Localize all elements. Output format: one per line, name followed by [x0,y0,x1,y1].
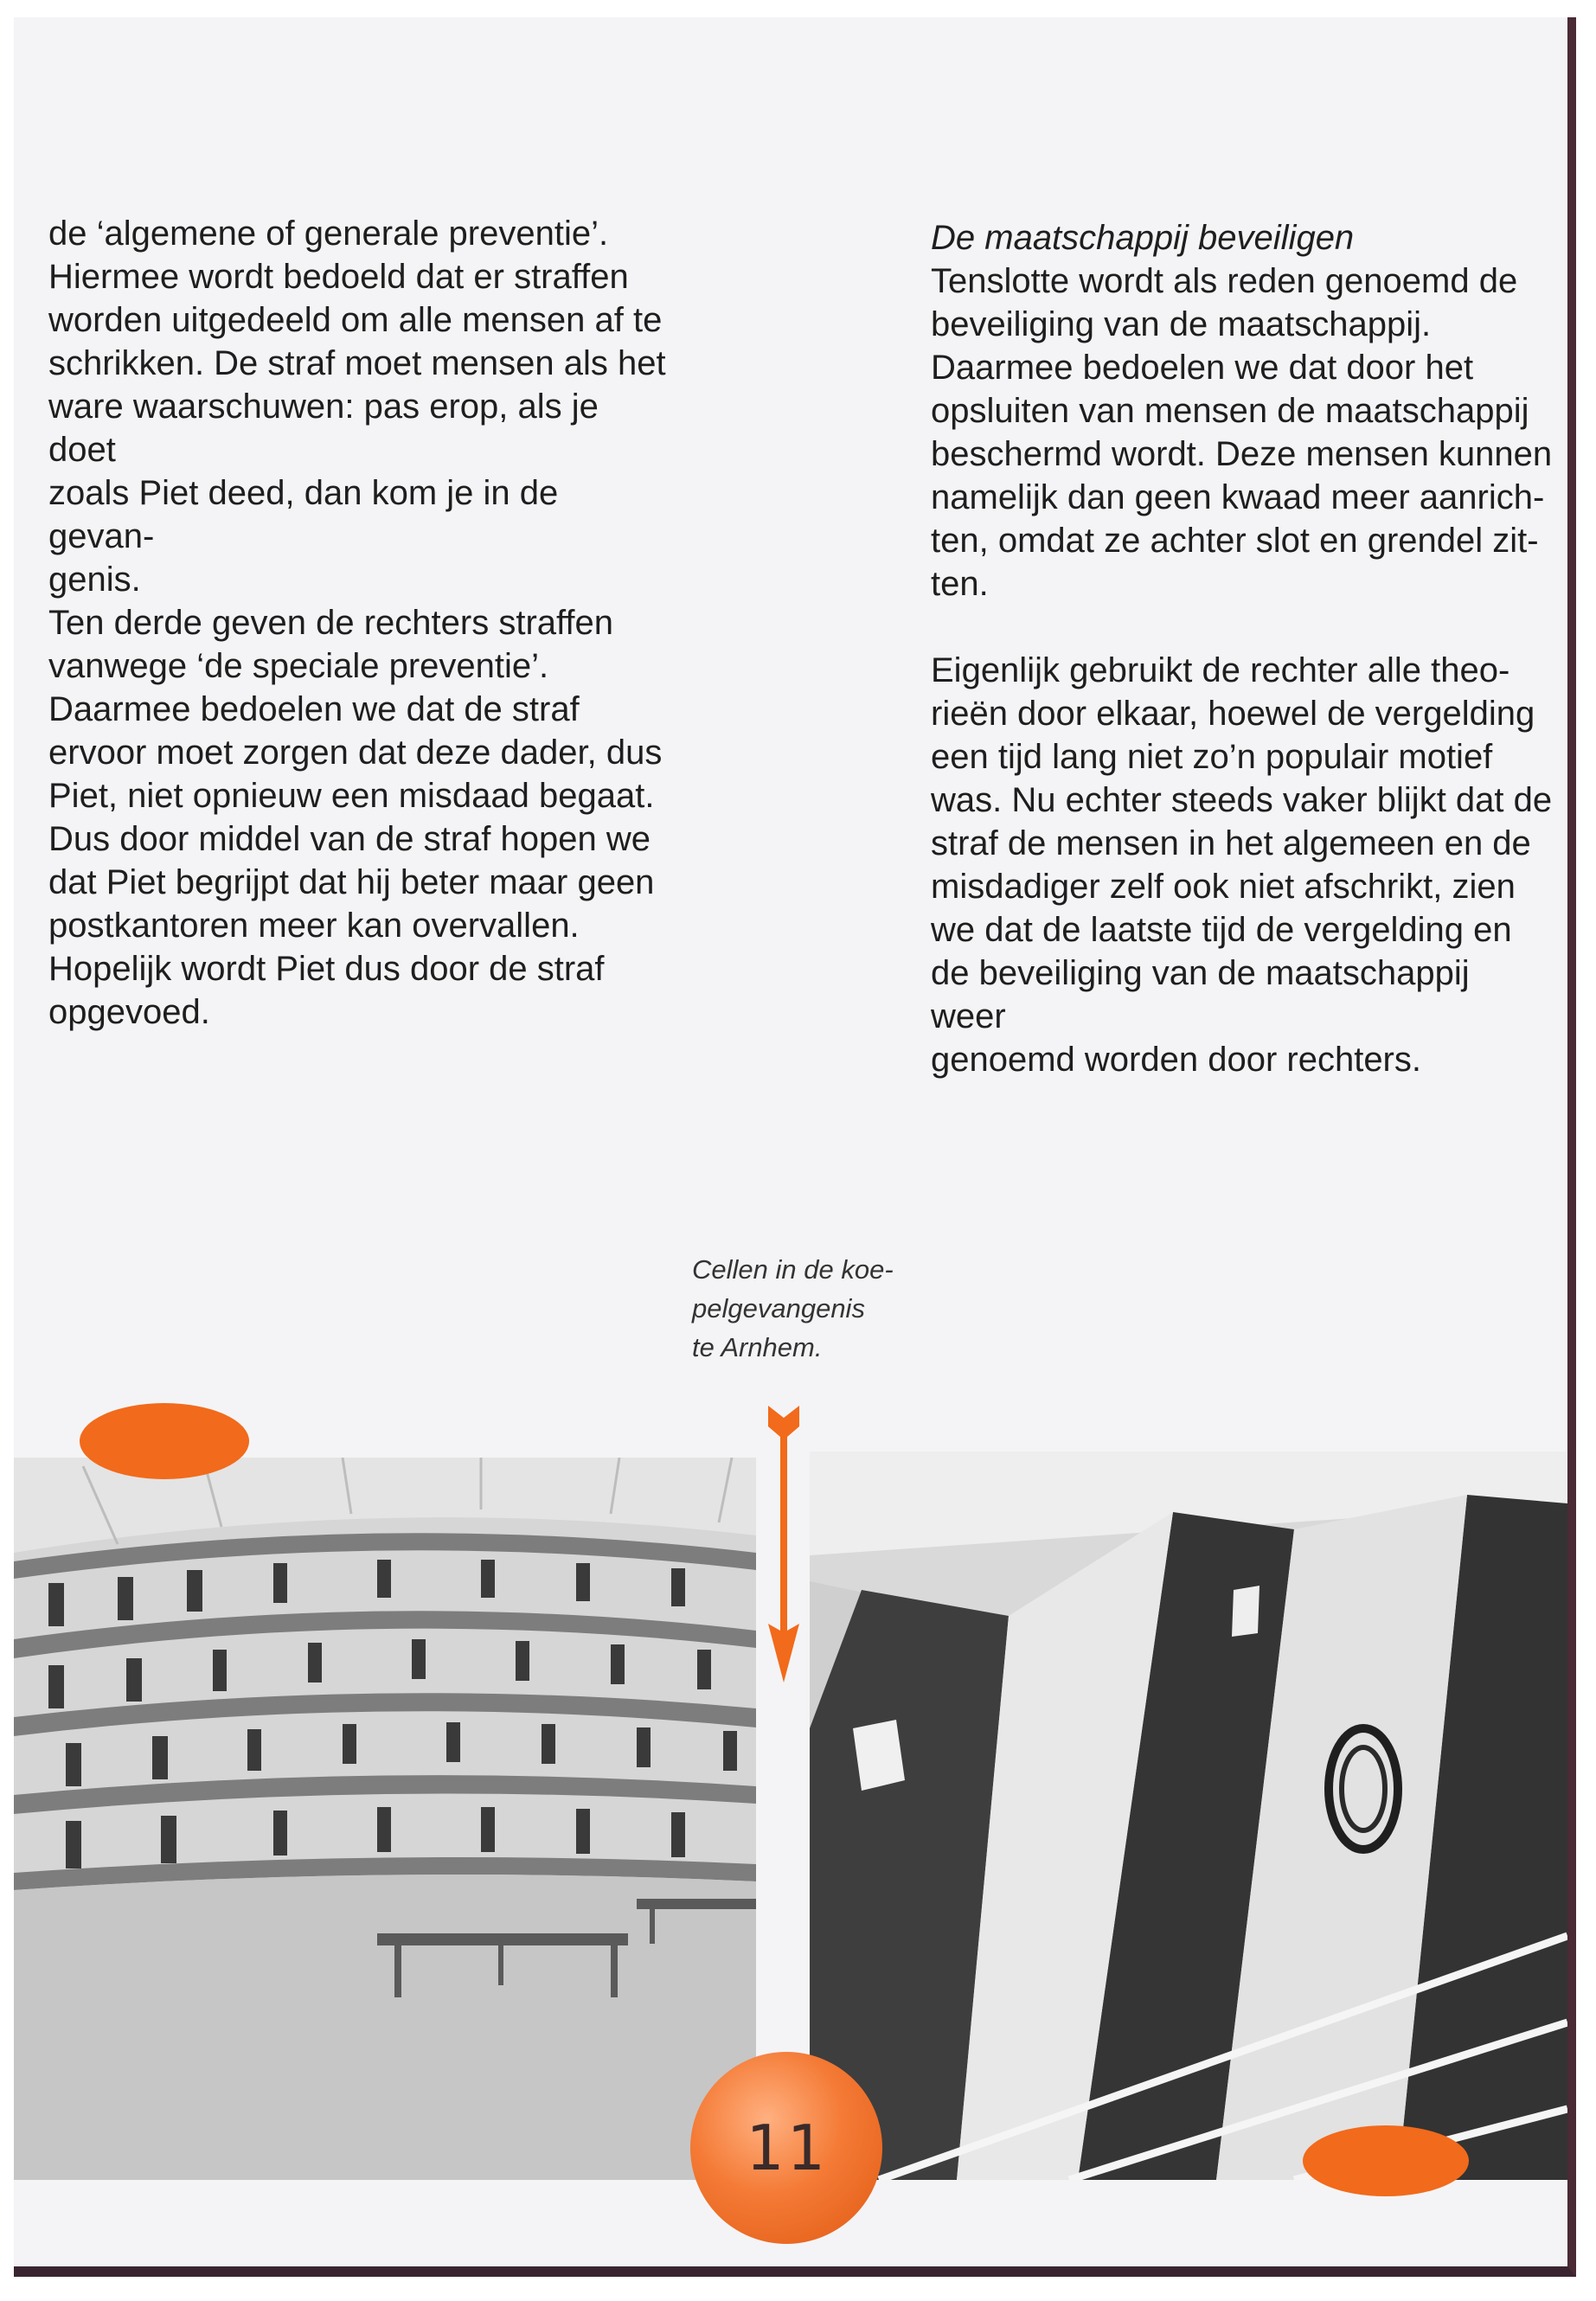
photo-caption [692,1250,900,1367]
caption-line: Cellen in de koe- [692,1254,894,1285]
book-page [14,17,1576,2277]
paragraph-general-prevention: de ‘algemene of generale preventie’. Hiermee wordt bedoeld dat er straffen worden uitgedeeld om alle mensen af te schrikken. De straf moet mensen als het ware waarschuwen: pas erop, als je doet zoals Piet deed, dan kom je in de gevan- genis. [48,215,666,599]
right-text-column [931,216,1554,1081]
cell-doors-photo [810,1452,1567,2180]
faded-background-heading [689,121,717,231]
down-arrow-icon [765,1406,803,1682]
caption-line: te Arnhem. [692,1332,823,1362]
paragraph-special-prevention: Ten derde geven de rechters straffen vanwege ‘de speciale preventie’. Daarmee bedoelen we dat de straf ervoor moet zorgen dat deze dader, dus Piet, niet opnieuw een misdaad begaat. Dus door middel van de straf hopen we dat Piet begrijpt dat hij beter maar geen postkantoren meer kan overvallen. Hopelijk wordt Piet dus door de straf opgevoed. [48,604,663,1031]
dome-prison-photo [14,1458,756,2180]
page-number: 11 [745,2112,828,2184]
paragraph-protect-society: Tenslotte wordt als reden genoemd de beveiliging van de maatschappij. Daarmee bedoelen we dat door het opsluiten van mensen de maatschappij beschermd wordt. Deze mensen kunnen namelijk dan geen kwaad meer aanrich- ten, omdat ze achter slot en grendel zit- ten. [931,262,1553,603]
caption-line: pelgevangenis [692,1293,865,1324]
orange-oval-decoration [1303,2125,1469,2196]
cell-doors-illustration [810,1452,1567,2180]
orange-oval-decoration [80,1403,249,1479]
left-text-column [48,212,671,1034]
dome-prison-illustration [14,1458,756,2180]
page-number-badge [690,2052,882,2244]
paragraph-judge-theories: Eigenlijk gebruikt de rechter alle theo- rieën door elkaar, hoewel de vergelding een tijd lang niet zo’n populair motief was. Nu echter steeds vaker blijkt dat de straf de mensen in het algemeen en de misdadiger zelf ook niet afschrikt, zien we dat de laatste tijd de vergelding en de beveiliging van de maatschappij weer genoemd worden door rechters. [931,651,1553,1079]
paragraph-spacer [931,606,1554,649]
section-heading: De maatschappij beveiligen [931,219,1355,257]
